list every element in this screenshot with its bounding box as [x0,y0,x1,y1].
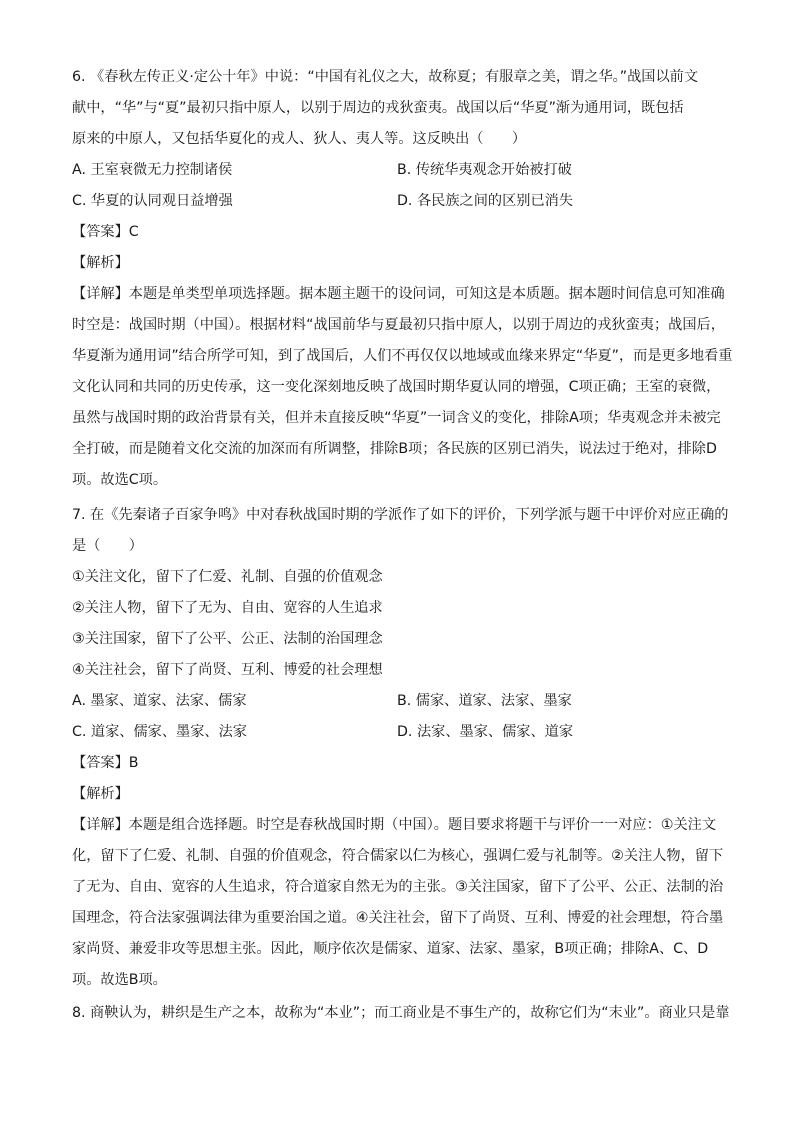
q7-detail-line-5: 家尚贤、兼爱非攻等思想主张。因此，顺序依次是儒家、道家、法家、墨家，B项正确；排除A、C、D [72,941,709,957]
q7-item-1: ①关注文化，留下了仁爱、礼制、自强的价值观念 [72,569,383,585]
q7-option-d: D. 法家、墨家、儒家、道家 [397,724,574,740]
q7-answer-value: B [128,755,139,771]
q6-detail-line-7: 项。故选C项。 [72,472,168,488]
q7-analysis-label: 【解析】 [72,786,129,802]
q6-option-a: A. 王室衰微无力控制诸侯 [72,162,233,178]
q6-analysis-label: 【解析】 [72,255,129,271]
q8-stem-line-1: 8. 商鞅认为，耕织是生产之本，故称为“本业”；而工商业是不事生产的，故称它们为“末业”。商业只是靠 [72,1005,730,1021]
q6-detail-line-2: 时空是：战国时期（中国）。根据材料“战国前华与夏最初只指中原人，以别于周边的戎狄蛮夷；战国后， [72,317,725,333]
q7-option-b: B. 儒家、道家、法家、墨家 [397,693,572,709]
q6-option-d: D. 各民族之间的区别已消失 [397,193,574,209]
q6-detail-line-4: 文化认同和共同的历史传承，这一变化深刻地反映了战国时期华夏认同的增强，C项正确；王室的衰微， [72,379,721,395]
q6-stem-line-1: 6. 《春秋左传正义·定公十年》中说：“中国有礼仪之大，故称夏；有服章之美，谓之华。”战国以前文 [72,69,699,85]
q7-detail-line-2: 化，留下了仁爱、礼制、自强的价值观念，符合儒家以仁为核心，强调仁爱与礼制等。②关注人物，留下 [72,848,724,864]
q6-detail-line-3: 华夏渐为通用词”结合所学可知，到了战国后，人们不再仅仅以地域或血缘来界定“华夏”，而是更多地看重 [72,348,733,364]
q7-stem-line-1: 7. 在《先秦诸子百家争鸣》中对春秋战国时期的学派作了如下的评价，下列学派与题干中评价对应正确的 [72,507,729,523]
q7-answer-label: 【答案】 [72,755,129,771]
q7-detail-line-3: 了无为、自由、宽容的人生追求，符合道家自然无为的主张。③关注国家，留下了公平、公正、法制的治 [72,879,724,895]
q7-detail-line-1: 【详解】本题是组合选择题。时空是春秋战国时期（中国）。题目要求将题干与评价一一对应：①关注文 [72,817,717,833]
q6-detail-line-1: 【详解】本题是单类型单项选择题。据本题主题干的设问词，可知这是本质题。据本题时间信息可知准确 [72,286,725,302]
q7-detail-line-4: 国理念，符合法家强调法律为重要治国之道。④关注社会，留下了尚贤、互利、博爱的社会理想，符合墨 [72,910,724,926]
q7-item-4: ④关注社会，留下了尚贤、互利、博爱的社会理想 [72,662,383,678]
q6-answer [72,223,139,241]
q6-answer-label: 【答案】 [72,224,129,240]
q6-stem-line-2: 献中，“华”与“夏”最初只指中原人，以别于周边的戎狄蛮夷。战国以后“华夏”渐为通用词，既包括 [72,100,684,116]
q7-item-3: ③关注国家，留下了公平、公正、法制的治国理念 [72,631,383,647]
q7-answer [72,754,139,772]
q7-option-a: A. 墨家、道家、法家、儒家 [72,693,247,709]
q7-option-c: C. 道家、儒家、墨家、法家 [72,724,247,740]
q6-option-c: C. 华夏的认同观日益增强 [72,193,233,209]
q7-item-2: ②关注人物，留下了无为、自由、宽容的人生追求 [72,600,383,616]
q6-option-b: B. 传统华夷观念开始被打破 [397,162,572,178]
q7-detail-line-6: 项。故选B项。 [72,972,167,988]
q6-detail-line-6: 全打破，而是随着文化交流的加深而有所调整，排除B项；各民族的区别已消失，说法过于绝对，排除D [72,441,717,457]
q6-detail-line-5: 虽然与战国时期的政治背景有关，但并未直接反映“华夏”一词含义的变化，排除A项；华夷观念并未被完 [72,410,721,426]
q7-stem-line-2: 是（ ） [72,538,143,554]
q6-stem-line-3: 原来的中原人，又包括华夏化的戎人、狄人、夷人等。这反映出（ ） [72,131,527,147]
q6-answer-value: C [128,224,139,240]
